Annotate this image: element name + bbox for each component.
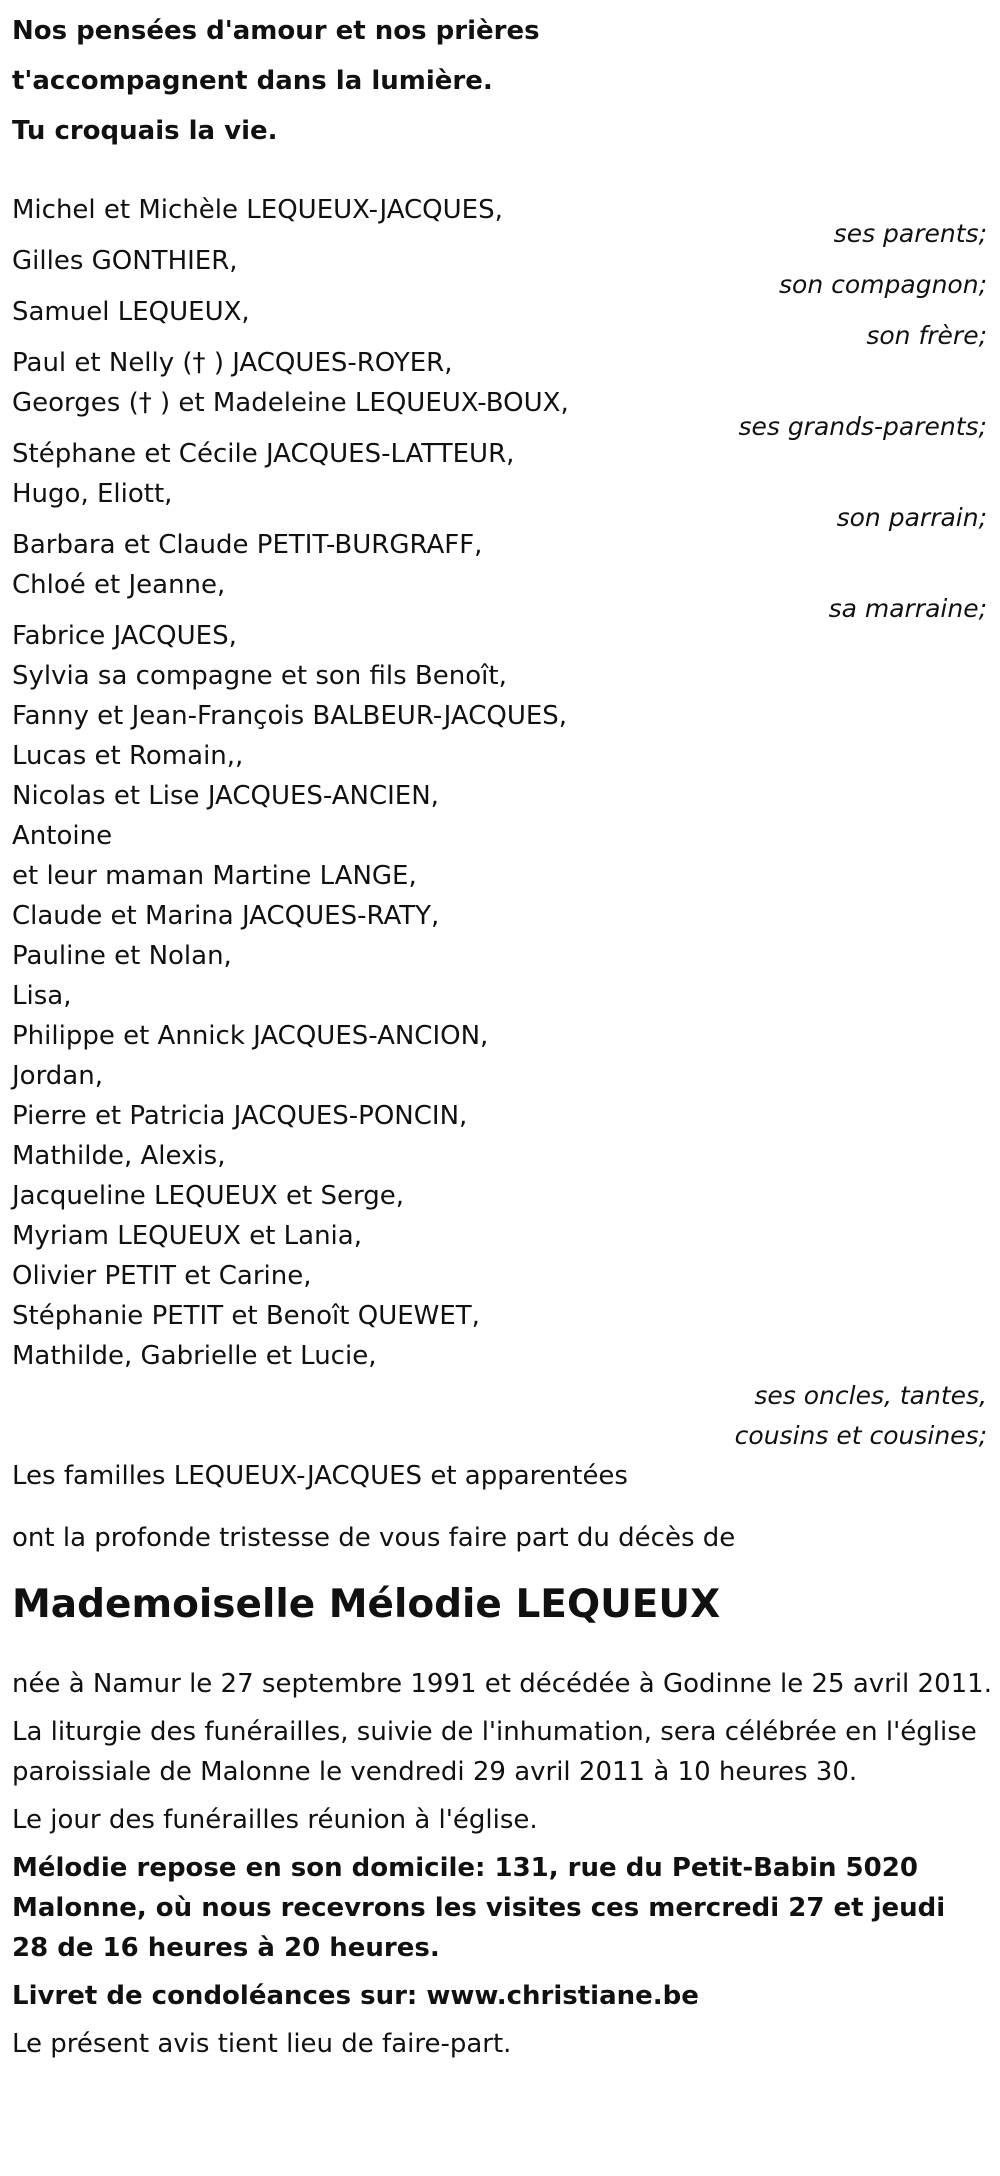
family-name-line: Chloé et Jeanne, bbox=[12, 570, 226, 600]
family-group-uncles-cousins bbox=[12, 616, 987, 1456]
family-role: cousins et cousines; bbox=[734, 1421, 987, 1450]
family-role: son parrain; bbox=[836, 503, 987, 532]
intro-line: Tu croquais la vie. bbox=[12, 116, 278, 146]
family-name-line: Stéphanie PETIT et Benoît QUEWET, bbox=[12, 1301, 480, 1331]
deceased-name: Mademoiselle Mélodie LEQUEUX bbox=[12, 1582, 721, 1627]
family-name-line: Pauline et Nolan, bbox=[12, 941, 232, 971]
family-name-line: Sylvia sa compagne et son fils Benoît, bbox=[12, 661, 507, 691]
family-group-grandparents bbox=[12, 343, 987, 447]
family-name-line: Barbara et Claude PETIT-BURGRAFF, bbox=[12, 530, 483, 560]
family-name-line: Mathilde, Gabrielle et Lucie, bbox=[12, 1341, 377, 1371]
family-group-godmother bbox=[12, 525, 987, 629]
birth-death-text: née à Namur le 27 septembre 1991 et décédée à Godinne le 25 avril 2011. bbox=[12, 1669, 992, 1699]
reunion-text: Le jour des funérailles réunion à l'église. bbox=[12, 1805, 538, 1835]
families-line: Les familles LEQUEUX-JACQUES et apparentées bbox=[12, 1461, 628, 1491]
family-role: ses parents; bbox=[833, 219, 987, 248]
family-role: ses oncles, tantes, bbox=[754, 1381, 987, 1410]
condolences-text: Livret de condoléances sur: www.christiane.be bbox=[12, 1981, 699, 2011]
family-name-line: Philippe et Annick JACQUES-ANCION, bbox=[12, 1021, 489, 1051]
liturgy-text: La liturgie des funérailles, suivie de l'inhumation, sera célébrée en l'église paroissiale de Malonne le vendredi 29 avril 2011 à 10 heures 30. bbox=[12, 1717, 977, 1787]
intro-line: Nos pensées d'amour et nos prières bbox=[12, 16, 540, 46]
family-name-line: Mathilde, Alexis, bbox=[12, 1141, 226, 1171]
family-name-line: Olivier PETIT et Carine, bbox=[12, 1261, 312, 1291]
family-name-line: Stéphane et Cécile JACQUES-LATTEUR, bbox=[12, 439, 515, 469]
family-name-line: Nicolas et Lise JACQUES-ANCIEN, bbox=[12, 781, 439, 811]
family-list bbox=[12, 190, 987, 1456]
family-name-line: Claude et Marina JACQUES-RATY, bbox=[12, 901, 440, 931]
family-name-line: Georges († ) et Madeleine LEQUEUX-BOUX, bbox=[12, 388, 569, 418]
family-name-line: Gilles GONTHIER, bbox=[12, 246, 238, 276]
family-name-line: Michel et Michèle LEQUEUX-JACQUES, bbox=[12, 195, 503, 225]
announcement-text: ont la profonde tristesse de vous faire part du décès de bbox=[12, 1523, 736, 1553]
obituary-notice bbox=[12, 0, 992, 2064]
family-name-line: Fabrice JACQUES, bbox=[12, 621, 237, 651]
family-role: sa marraine; bbox=[828, 594, 987, 623]
family-role: son compagnon; bbox=[779, 270, 987, 299]
family-name-line: et leur maman Martine LANGE, bbox=[12, 861, 417, 891]
family-name-line: Lisa, bbox=[12, 981, 72, 1011]
family-name-line: Lucas et Romain,, bbox=[12, 741, 244, 771]
family-name-line: Myriam LEQUEUX et Lania, bbox=[12, 1221, 362, 1251]
family-role: ses grands-parents; bbox=[738, 412, 987, 441]
family-group-godfather bbox=[12, 434, 987, 538]
family-name-line: Hugo, Eliott, bbox=[12, 479, 173, 509]
family-name-line: Fanny et Jean-François BALBEUR-JACQUES, bbox=[12, 701, 568, 731]
family-role: son frère; bbox=[866, 321, 987, 350]
visits-text: Mélodie repose en son domicile: 131, rue du Petit-Babin 5020 Malonne, où nous recevrons les visites ces mercredi 27 et jeudi 28 de 16 heures à 20 heures. bbox=[12, 1853, 946, 1963]
family-name-line: Paul et Nelly († ) JACQUES-ROYER, bbox=[12, 348, 453, 378]
family-name-line: Jordan, bbox=[12, 1061, 103, 1091]
intro-verse bbox=[12, 0, 987, 156]
funeral-details bbox=[12, 1664, 992, 2064]
family-name-line: Jacqueline LEQUEUX et Serge, bbox=[12, 1181, 404, 1211]
family-name-line: Samuel LEQUEUX, bbox=[12, 297, 250, 327]
intro-line: t'accompagnent dans la lumière. bbox=[12, 66, 493, 96]
family-name-line: Pierre et Patricia JACQUES-PONCIN, bbox=[12, 1101, 468, 1131]
notice-text: Le présent avis tient lieu de faire-part. bbox=[12, 2029, 512, 2059]
family-name-line: Antoine bbox=[12, 821, 113, 851]
